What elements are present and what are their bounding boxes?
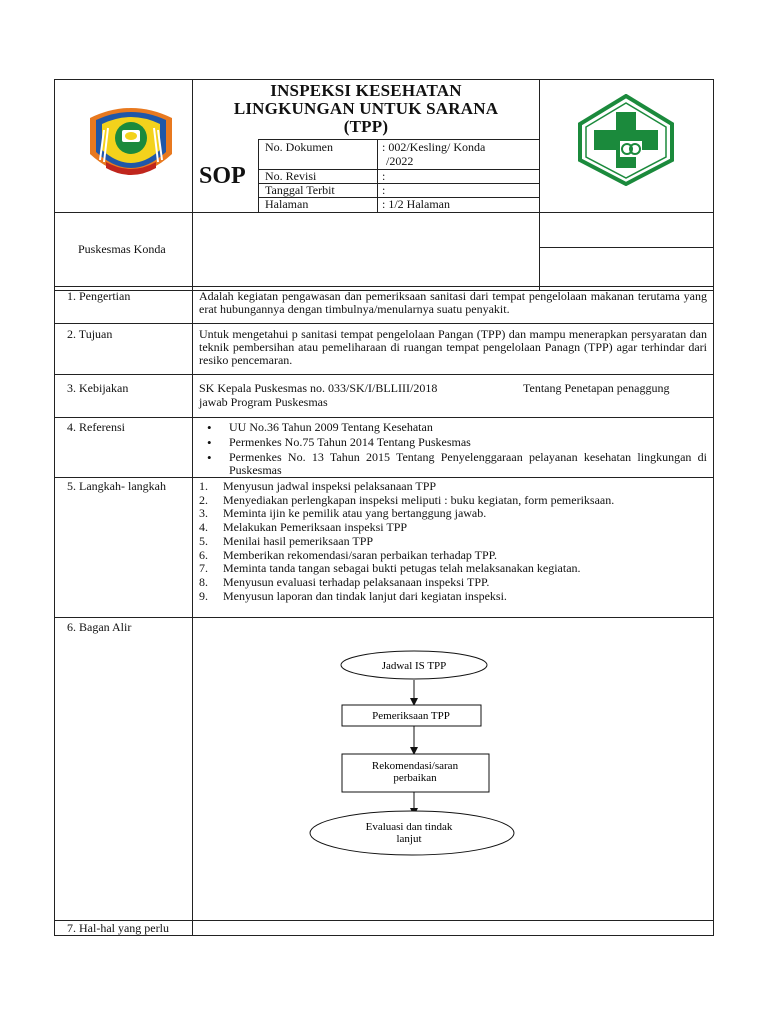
step-text: Menyusun jadwal inspeksi pelaksanaan TPP — [223, 479, 437, 493]
field-label-tanggal-terbit: Tanggal Terbit — [265, 183, 335, 197]
step-text: Melakukan Pemeriksaan inspeksi TPP — [223, 520, 408, 535]
step-number: 7. — [199, 561, 208, 576]
frame-right-border — [713, 79, 714, 936]
step-number: 8. — [199, 574, 208, 589]
step-item — [199, 521, 614, 535]
divider — [539, 247, 714, 248]
field-value-halaman: : 1/2 Halaman — [382, 197, 450, 211]
step-number: 4. — [199, 520, 208, 535]
flowchart-end-label: Evaluasi dan tindak — [365, 821, 453, 833]
step-item — [199, 494, 614, 508]
step-text: Menyusun evaluasi terhadap pelaksanaan inspeksi TPP. — [223, 574, 490, 589]
kebijakan-line: SK Kepala Puskesmas no. 033/SK/I/BLLIII/2018 — [199, 381, 438, 395]
step-item — [199, 535, 614, 549]
step-text: Menyediakan perlengkapan inspeksi meliputi : buku kegiatan, form pemeriksaan. — [223, 492, 615, 507]
step-text: Memberikan rekomendasi/saran perbaikan terhadap TPP. — [223, 547, 498, 562]
step-text: Menyusun laporan dan tindak lanjut dari kegiatan inspeksi. — [223, 588, 507, 603]
divider — [54, 286, 714, 287]
section-label-kebijakan: 3. Kebijakan — [67, 381, 129, 395]
divider — [258, 139, 259, 212]
step-text: Meminta ijin ke pemilik atau yang bertanggung jawab. — [223, 506, 487, 521]
step-number: 5. — [199, 533, 208, 548]
section-label-referensi: 4. Referensi — [67, 420, 125, 434]
section-label-tujuan: 2. Tujuan — [67, 327, 113, 341]
kebijakan-line: Tentang Penetapan penaggung — [523, 381, 670, 395]
flowchart-process-label: Pemeriksaan TPP — [372, 710, 450, 722]
flowchart-end-label: lanjut — [396, 833, 422, 845]
kebijakan-line: jawab Program Puskesmas — [199, 395, 328, 409]
step-item — [199, 480, 614, 494]
field-value-no-revisi: : — [382, 169, 386, 183]
reference-item: • UU No.36 Tahun 2009 Tentang Kesehatan — [199, 421, 707, 434]
step-number: 9. — [199, 588, 208, 603]
step-number: 3. — [199, 506, 208, 521]
flowchart-start-label: Jadwal IS TPP — [381, 660, 447, 672]
step-item — [199, 562, 614, 576]
title-line: INSPEKSI KESEHATAN — [270, 81, 462, 100]
puskesmas-green-cross-logo — [576, 94, 676, 186]
steps-list — [199, 480, 614, 603]
divider — [377, 139, 378, 212]
divider — [54, 417, 714, 418]
reference-item: • Permenkes No. 13 Tahun 2015 Tentang Penyelenggaraan pelayanan kesehatan lingkungan di Puskesmas — [199, 451, 707, 477]
step-number: 6. — [199, 547, 208, 562]
step-number: 1. — [199, 479, 208, 493]
document-title — [193, 82, 539, 136]
divider — [539, 79, 540, 291]
section-label-pengertian: 1. Pengertian — [67, 289, 131, 303]
title-line: (TPP) — [343, 117, 389, 136]
step-item — [199, 590, 614, 604]
step-text: Meminta tanda tangan sebagai bukti petugas telah melaksanakan kegiatan. — [223, 561, 581, 576]
step-item — [199, 549, 614, 563]
title-line: LINGKUNGAN UNTUK SARANA — [233, 99, 499, 118]
regional-coat-of-arms-logo — [86, 100, 176, 182]
frame-top-border — [54, 79, 714, 80]
divider — [54, 374, 714, 375]
field-value-no-dokumen: : 002/Kesling/ Konda — [382, 140, 486, 154]
divider — [54, 212, 714, 213]
unit-name: Puskesmas Konda — [78, 242, 166, 256]
step-item — [199, 507, 614, 521]
field-label-halaman: Halaman — [265, 197, 309, 211]
reference-list — [199, 421, 707, 479]
field-value-no-dokumen-cont: /2022 — [386, 154, 414, 168]
flowchart — [193, 618, 713, 920]
field-label-no-revisi: No. Revisi — [265, 169, 317, 183]
frame-bottom-border — [54, 935, 714, 936]
frame-left-border — [54, 79, 55, 936]
reference-item: • Permenkes No.75 Tahun 2014 Tentang Puskesmas — [199, 436, 707, 449]
flowchart-recommendation-label: Rekomendasi/saran — [371, 760, 459, 772]
field-label-no-dokumen: No. Dokumen — [265, 140, 333, 154]
divider — [54, 323, 714, 324]
step-item — [199, 576, 614, 590]
section-label-langkah: 5. Langkah- langkah — [67, 479, 166, 493]
section-text-pengertian: Adalah kegiatan pengawasan dan pemeriksaan sanitasi dari tempat pengelolaan makanan terutama yang erat hubungannya dengan timbulnya/menularnya suatu penyakit. — [199, 289, 707, 316]
sop-label: SOP — [199, 163, 246, 189]
step-number: 2. — [199, 492, 208, 507]
step-text: Menilai hasil pemeriksaan TPP — [223, 533, 374, 548]
field-value-tanggal-terbit: : — [382, 183, 386, 197]
section-text-tujuan: Untuk mengetahui p sanitasi tempat pengelolaan Pangan (TPP) dan mampu menerapkan persyaratan dan teknik pembersihan atau pemeliharaan di ruangan tempat pengelolaan Panagn (TPP) agar terhindar dari resiko pencemaran. — [199, 327, 707, 367]
section-label-bagan-alir: 6. Bagan Alir — [67, 620, 132, 634]
section-label-hal-hal: 7. Hal-hal yang perlu — [67, 921, 169, 935]
flowchart-recommendation-label: perbaikan — [393, 772, 437, 784]
